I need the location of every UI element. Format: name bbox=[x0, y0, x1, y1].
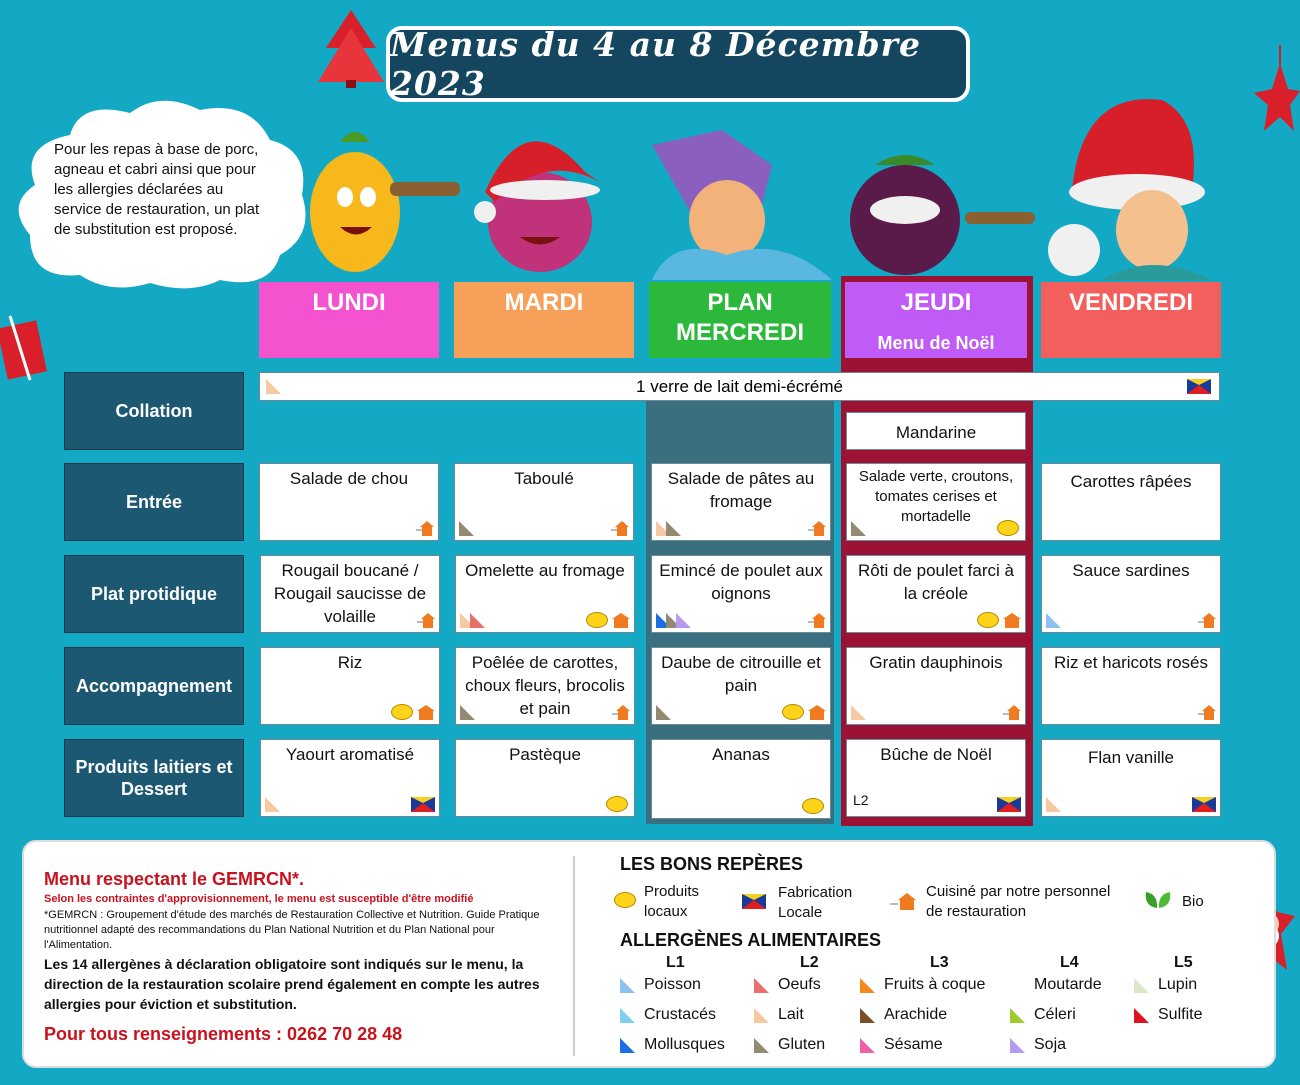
substitution-note: Pour les repas à base de porc, agneau et cabri ainsi que pour les allergies déclarées au service de restauration, un plat de substitution est proposé. bbox=[54, 141, 260, 238]
allergen-item bbox=[778, 1036, 825, 1054]
menu-item: Flan vanille bbox=[1041, 739, 1221, 817]
cuisine-icon bbox=[1198, 704, 1216, 720]
allergen-swatch-icon bbox=[754, 1038, 769, 1053]
allergen-name: Mollusques bbox=[644, 1036, 725, 1053]
allergen-swatch-icon bbox=[860, 1008, 875, 1023]
allergen-name: Soja bbox=[1034, 1036, 1067, 1053]
allergen-item bbox=[644, 1006, 716, 1024]
row-label-plat: Plat protidique bbox=[64, 555, 244, 633]
repere-label: Bio bbox=[1182, 893, 1204, 910]
bio-leaf-icon bbox=[1142, 890, 1174, 910]
cuisine-icon bbox=[890, 892, 916, 910]
allergen-swatch-icon bbox=[1010, 978, 1025, 993]
reperes-title: LES BONS REPÈRES bbox=[620, 854, 804, 874]
allergen-name: Arachide bbox=[884, 1006, 948, 1023]
star-ornament-icon bbox=[1222, 45, 1300, 155]
legend-panel bbox=[22, 840, 1276, 1068]
row-label-accompagnement: Accompagnement bbox=[64, 647, 244, 725]
cuisine-icon bbox=[808, 520, 826, 536]
cuisine-icon bbox=[1198, 612, 1216, 628]
menu-item: Ananas bbox=[651, 739, 831, 819]
allergen-item bbox=[644, 976, 701, 994]
allergen-name: Fruits à coque bbox=[884, 976, 986, 993]
fabrication-locale-icon bbox=[411, 797, 435, 812]
menu-item: Rougail boucané / Rougail saucisse de volaille bbox=[260, 555, 440, 633]
row-label-dessert: Produits laitiers et Dessert bbox=[64, 739, 244, 817]
allergen-policy: Les 14 allergènes à déclaration obligatoire sont indiqués sur le menu, la direction de la restauration scolaire prend également en compte les autres allergies pour éviction et substitution. bbox=[44, 956, 540, 1012]
gift-ornament-icon bbox=[0, 310, 50, 382]
cuisine-icon bbox=[612, 612, 630, 628]
cuisine-icon bbox=[808, 612, 826, 628]
produit-local-icon bbox=[586, 612, 608, 628]
contact-info: Pour tous renseignements : 0262 70 28 48 bbox=[44, 1024, 403, 1044]
allergen-item bbox=[884, 1006, 947, 1024]
menu-item: Yaourt aromatisé bbox=[260, 739, 440, 817]
allergen-group-label: L4 bbox=[1060, 954, 1079, 971]
fabrication-locale-icon bbox=[1192, 797, 1216, 812]
allergen-name: Crustacés bbox=[644, 1006, 717, 1023]
day-header-lundi: LUNDI bbox=[259, 282, 439, 358]
menu-item: Emincé de poulet aux oignons bbox=[651, 555, 831, 633]
day-header-vendredi: VENDREDI bbox=[1041, 282, 1221, 358]
lait-allergen-icon bbox=[851, 705, 866, 720]
lait-allergen-icon bbox=[265, 797, 280, 812]
gluten-allergen-icon bbox=[460, 705, 475, 720]
day-header-mardi: MARDI bbox=[454, 282, 634, 358]
produit-local-icon bbox=[977, 612, 999, 628]
allergen-swatch-icon bbox=[754, 1008, 769, 1023]
cuisine-icon bbox=[416, 520, 434, 536]
menu-item: Salade verte, croutons, tomates cerises et mortadelle bbox=[846, 463, 1026, 541]
cuisine-icon bbox=[417, 612, 435, 628]
allergen-group-label: L2 bbox=[800, 954, 819, 971]
fabrication-locale-icon bbox=[1187, 379, 1211, 394]
allergen-item bbox=[1034, 1006, 1076, 1024]
allergen-item bbox=[1158, 976, 1197, 994]
allergen-group-label: L1 bbox=[666, 954, 685, 971]
produit-local-icon bbox=[782, 704, 804, 720]
allergen-swatch-icon bbox=[1010, 1038, 1025, 1053]
repere-label: Produits locaux bbox=[644, 883, 700, 920]
menu-item: Sauce sardines bbox=[1041, 555, 1221, 633]
menu-item: Riz et haricots rosés bbox=[1041, 647, 1221, 725]
collation-text: 1 verre de lait demi-écrémé bbox=[636, 377, 843, 396]
collation-jeudi: Mandarine bbox=[846, 412, 1026, 450]
poisson-allergen-icon bbox=[1046, 613, 1061, 628]
allergen-item bbox=[1158, 1006, 1202, 1024]
day-header-jeudi: JEUDI Menu de Noël bbox=[845, 282, 1027, 358]
row-label-collation: Collation bbox=[64, 372, 244, 450]
cuisine-icon bbox=[1003, 704, 1021, 720]
allergen-name: Sulfite bbox=[1158, 1006, 1203, 1023]
gemrcn-definition: *GEMRCN : Groupement d'étude des marchés de Restauration Collective et Nutrition. Guide Pratique nutritionnel adapté des recommandations du Plan National Nutrition et du Plan National pour l'Alimentation. bbox=[44, 909, 540, 951]
mango-mascot-icon bbox=[300, 122, 465, 280]
allergen-name: Sésame bbox=[884, 1036, 943, 1053]
allergen-swatch-icon bbox=[1134, 1008, 1149, 1023]
mangosteen-mascot-icon bbox=[845, 140, 1040, 280]
produit-local-icon bbox=[802, 798, 824, 814]
allergens-title: ALLERGÈNES ALIMENTAIRES bbox=[620, 930, 882, 950]
produit-local-icon bbox=[997, 520, 1019, 536]
allergen-swatch-icon bbox=[620, 978, 635, 993]
gluten-allergen-icon bbox=[459, 521, 474, 536]
cuisine-icon bbox=[417, 704, 435, 720]
fabrication-locale-icon bbox=[742, 894, 766, 909]
allergen-name: Lait bbox=[778, 1006, 804, 1023]
allergen-swatch-icon bbox=[754, 978, 769, 993]
menu-item: Daube de citrouille et pain bbox=[651, 647, 831, 725]
allergen-item bbox=[778, 976, 821, 994]
allergen-item bbox=[1034, 1036, 1066, 1054]
gluten-allergen-icon bbox=[656, 705, 671, 720]
repere-label: Fabrication Locale bbox=[778, 884, 853, 921]
cuisine-icon bbox=[611, 520, 629, 536]
gluten-allergen-icon bbox=[851, 521, 866, 536]
allergen-item bbox=[778, 1006, 804, 1024]
produit-local-icon bbox=[614, 892, 636, 908]
produit-local-icon bbox=[606, 796, 628, 812]
christmas-tree-icon bbox=[316, 8, 386, 88]
allergen-item bbox=[644, 1036, 725, 1054]
allergen-item bbox=[884, 1036, 943, 1054]
allergen-swatch-icon bbox=[1134, 978, 1149, 993]
berry-santa-mascot-icon bbox=[465, 112, 625, 280]
gemrcn-subtitle: Selon les contraintes d'approvisionnement, le menu est susceptible d'être modifié bbox=[44, 893, 474, 905]
menu-item: Gratin dauphinois bbox=[846, 647, 1026, 725]
allergen-group-label: L3 bbox=[930, 954, 949, 971]
allergen-item bbox=[884, 976, 985, 994]
day-header-mercredi: PLAN MERCREDI bbox=[649, 282, 831, 358]
gemrcn-title: Menu respectant le GEMRCN*. bbox=[44, 869, 305, 889]
day-subtitle: Menu de Noël bbox=[877, 333, 995, 353]
fabrication-locale-icon bbox=[997, 797, 1021, 812]
oeufs-allergen-icon bbox=[470, 613, 485, 628]
page-title: Menus du 4 au 8 Décembre 2023 bbox=[386, 26, 970, 102]
allergen-swatch-icon bbox=[1010, 1008, 1025, 1023]
menu-item: Salade de pâtes au fromage bbox=[651, 463, 831, 541]
cuisine-icon bbox=[808, 704, 826, 720]
lait-allergen-icon bbox=[266, 379, 281, 394]
menu-item: Riz bbox=[260, 647, 440, 725]
menu-item: Rôti de poulet farci à la créole bbox=[846, 555, 1026, 633]
allergen-name: Céleri bbox=[1034, 1006, 1076, 1023]
allergen-name: Oeufs bbox=[778, 976, 821, 993]
menu-item: Bûche de Noël L2 bbox=[846, 739, 1026, 817]
allergen-name: Lupin bbox=[1158, 976, 1198, 993]
row-label-entree: Entrée bbox=[64, 463, 244, 541]
produit-local-icon bbox=[391, 704, 413, 720]
repere-label: Cuisiné par notre personnel de restauration bbox=[926, 883, 1111, 920]
gluten-allergen-icon bbox=[666, 521, 681, 536]
cuisine-icon bbox=[612, 704, 630, 720]
allergen-name: Poisson bbox=[644, 976, 701, 993]
hero-mascot-icon bbox=[632, 125, 837, 280]
allergen-name: Moutarde bbox=[1034, 976, 1102, 993]
lait-allergen-icon bbox=[1046, 797, 1061, 812]
allergen-group-label: L5 bbox=[1174, 954, 1193, 971]
menu-item: Taboulé bbox=[454, 463, 634, 541]
allergen-swatch-icon bbox=[620, 1038, 635, 1053]
allergen-name: Gluten bbox=[778, 1036, 826, 1053]
menu-item: Omelette au fromage bbox=[455, 555, 635, 633]
boy-santa-mascot-icon bbox=[1042, 80, 1222, 280]
allergen-code: L2 bbox=[853, 792, 869, 808]
legend-divider bbox=[573, 856, 575, 1056]
menu-item: Poêlée de carottes, choux fleurs, brocolis et pain bbox=[455, 647, 635, 725]
allergen-swatch-icon bbox=[620, 1008, 635, 1023]
allergen-item bbox=[1034, 976, 1102, 994]
allergen-swatch-icon bbox=[860, 1038, 875, 1053]
menu-item: Pastèque bbox=[455, 739, 635, 817]
collation-banner bbox=[259, 372, 1220, 401]
allergen-swatch-icon bbox=[860, 978, 875, 993]
soja-allergen-icon bbox=[676, 613, 691, 628]
cuisine-icon bbox=[1003, 612, 1021, 628]
menu-item: Salade de chou bbox=[259, 463, 439, 541]
menu-item: Carottes râpées bbox=[1041, 463, 1221, 541]
